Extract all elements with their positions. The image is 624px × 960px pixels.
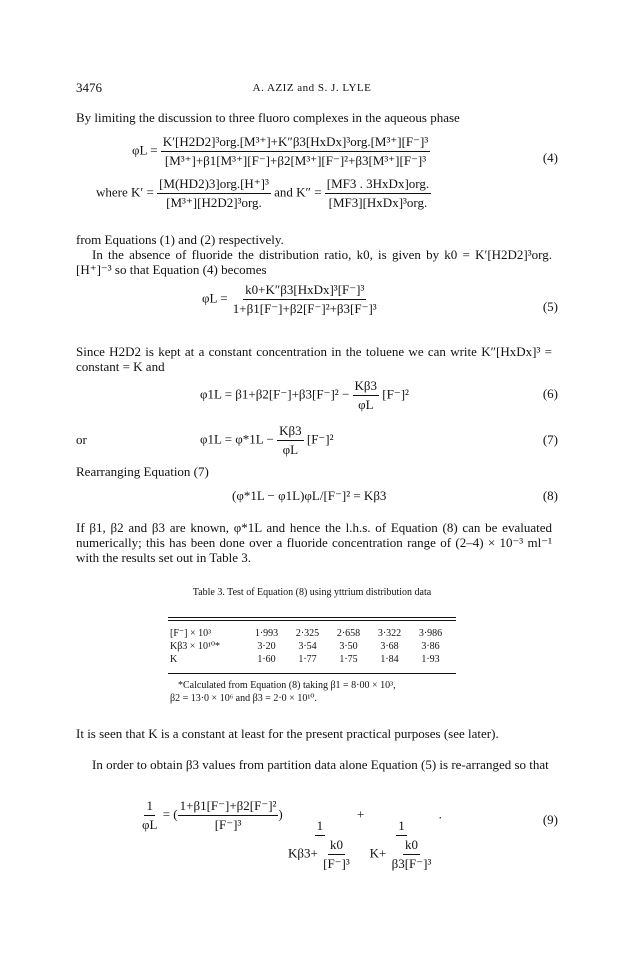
paragraph-since: Since H2D2 is kept at a constant concentration in the toluene we can write K″[HxDx]³ = constant = K and xyxy=(76,344,552,374)
paragraph-fluoride: In the absence of fluoride the distribution ratio, k0, is given by k0 = K′[H2D2]³org.[H⁺]⁻³ so that Equation (4) becomes xyxy=(76,247,552,277)
eq9-term1-inner-den: [F⁻]³ xyxy=(323,856,350,872)
k1-denominator: [M³⁺][H2D2]³org. xyxy=(166,195,262,210)
intro-text: By limiting the discussion to three fluoro complexes in the aqueous phase xyxy=(76,110,460,125)
eq5-denominator: 1+β1[F⁻]+β2[F⁻]²+β3[F⁻]³ xyxy=(232,301,377,316)
eq7-lhs: φ1L = φ*1L − xyxy=(200,431,274,447)
eq6-number: (6) xyxy=(542,386,558,401)
table-cell: 3·68 xyxy=(380,641,399,652)
k1-numerator: [M(HD2)3]org.[H⁺]³ xyxy=(157,176,271,194)
eq7-frac-num: Kβ3 xyxy=(277,423,304,441)
where-lead: where K′ = xyxy=(96,184,154,200)
eq9-lhs-den: φL xyxy=(142,817,158,832)
k2-denominator: [MF3][HxDx]³org. xyxy=(328,195,428,210)
table-row-label: K xyxy=(170,654,178,665)
table-cell: 1·84 xyxy=(380,654,399,665)
eq9-plus: + xyxy=(357,806,365,822)
eq5-number: (5) xyxy=(542,299,558,314)
eq4-numerator: K′[H2D2]³org.[M³⁺]+K″β3[HxDx]³org.[M³⁺][F⁻]³ xyxy=(161,134,430,152)
k2-numerator: [MF3 . 3HxDx]org. xyxy=(325,176,431,194)
eq6-lhs: φ1L = β1+β2[F⁻]+β3[F⁻]² − xyxy=(200,386,350,402)
eq9-number: (9) xyxy=(542,812,558,827)
eq5-numerator: k0+K″β3[HxDx]³[F⁻]³ xyxy=(243,282,366,300)
eq4-number: (4) xyxy=(542,150,558,165)
table-cell: 1·75 xyxy=(339,654,358,665)
equation-9: $\frac{1}{\varphi L}$ = ( $\frac{\text{1+β1[F⁻]+β2[F⁻]²}}{\text{[F⁻]³}}$ ) 1 Kβ3+ $\frac{k0}{\text{[F⁻]³}}$ + 1 K+ $\frac{k0}{\text{β3[F⁻]³}}$ . xyxy=(142,798,442,872)
rearranging-text: Rearranging Equation (7) xyxy=(76,464,209,479)
table3-top-rule xyxy=(168,617,456,618)
paragraph-seen: It is seen that K is a constant at least for the present practical purposes (see later). xyxy=(76,726,499,741)
eq7-number: (7) xyxy=(542,432,558,447)
table-cell: 3·86 xyxy=(421,641,440,652)
eq9-paren-num: 1+β1[F⁻]+β2[F⁻]² xyxy=(178,798,279,816)
equation-5 xyxy=(202,282,379,317)
equation-6 xyxy=(200,378,409,413)
table-row xyxy=(170,654,454,667)
table3-footnote-1: *Calculated from Equation (8) taking β1 = 8·00 × 10³, xyxy=(178,680,396,691)
equation-8: (φ*1L − φ1L)φL/[F⁻]² = Kβ3 xyxy=(232,488,387,503)
table3-caption: Table 3. Test of Equation (8) using yttrium distribution data xyxy=(192,587,432,598)
paragraph-order: In order to obtain β3 values from partition data alone Equation (5) is re-arranged so that xyxy=(92,757,549,772)
where-and: and K″ = xyxy=(274,184,322,200)
table-row-label: Kβ3 × 10¹⁰* xyxy=(170,641,220,652)
table3-top-rule-2 xyxy=(168,620,456,621)
eq9-close-paren: ) xyxy=(278,806,283,822)
eq9-term1-num: 1 xyxy=(315,818,326,836)
table-cell: 1·993 xyxy=(254,628,279,639)
eq5-lhs: φL = xyxy=(202,290,228,306)
table-cell: 3·50 xyxy=(339,641,358,652)
eq7-frac-den: φL xyxy=(282,442,299,457)
table-cell: 2·325 xyxy=(295,628,320,639)
eq9-term1-den-a: Kβ3+ xyxy=(288,845,318,861)
eq9-term1-inner-num: k0 xyxy=(328,837,345,855)
eq4-lhs: φL = xyxy=(132,142,158,158)
where-definitions xyxy=(96,176,431,211)
eq9-lhs-num: 1 xyxy=(144,798,155,816)
eq9-paren-den: [F⁻]³ xyxy=(214,817,242,832)
running-title: A. AZIZ and S. J. LYLE xyxy=(252,82,372,94)
table-cell: 1·93 xyxy=(421,654,440,665)
table3-bottom-rule xyxy=(168,673,456,674)
paragraph-if: If β1, β2 and β3 are known, φ*1L and hence the l.h.s. of Equation (8) can be evaluated numerically; this has been done over a fluoride concentration range of (2–4) × 10⁻³ ml⁻¹ with the results set out in Table 3. xyxy=(76,520,552,565)
table-row xyxy=(170,641,454,654)
table-cell: 3·20 xyxy=(257,641,276,652)
table3-footnote-2: β2 = 13·0 × 10⁶ and β3 = 2·0 × 10¹⁰. xyxy=(170,693,317,704)
table-cell: 3·986 xyxy=(418,628,443,639)
table-row-label: [F⁻] × 10³ xyxy=(170,628,212,639)
equation-4 xyxy=(132,134,430,169)
equation-7 xyxy=(200,423,334,458)
eq6-tail: [F⁻]² xyxy=(382,386,409,402)
eq7-tail: [F⁻]² xyxy=(306,431,334,447)
table-cell: 2·658 xyxy=(336,628,361,639)
eq7-or: or xyxy=(76,432,87,447)
eq9-term2-inner-num: k0 xyxy=(403,837,420,855)
table-cell: 1·60 xyxy=(257,654,276,665)
table-cell: 3·322 xyxy=(377,628,402,639)
eq6-frac-num: Kβ3 xyxy=(353,378,380,396)
table-row xyxy=(170,628,454,641)
eq4-denominator: [M³⁺]+β1[M³⁺][F⁻]+β2[M³⁺][F⁻]²+β3[M³⁺][F⁻]³ xyxy=(164,153,427,168)
from-equations-text: from Equations (1) and (2) respectively. xyxy=(76,232,284,247)
eq9-term2-num: 1 xyxy=(396,818,407,836)
table-cell: 1·77 xyxy=(298,654,317,665)
page-number: 3476 xyxy=(76,80,102,95)
eq9-term2-inner-den: β3[F⁻]³ xyxy=(391,856,432,872)
eq8-number: (8) xyxy=(542,488,558,503)
eq9-term2-den-a: K+ xyxy=(369,845,387,861)
table-cell: 3·54 xyxy=(298,641,317,652)
eq6-frac-den: φL xyxy=(358,397,374,412)
eq9-equals: = ( xyxy=(162,806,178,822)
table3-body xyxy=(170,628,454,667)
